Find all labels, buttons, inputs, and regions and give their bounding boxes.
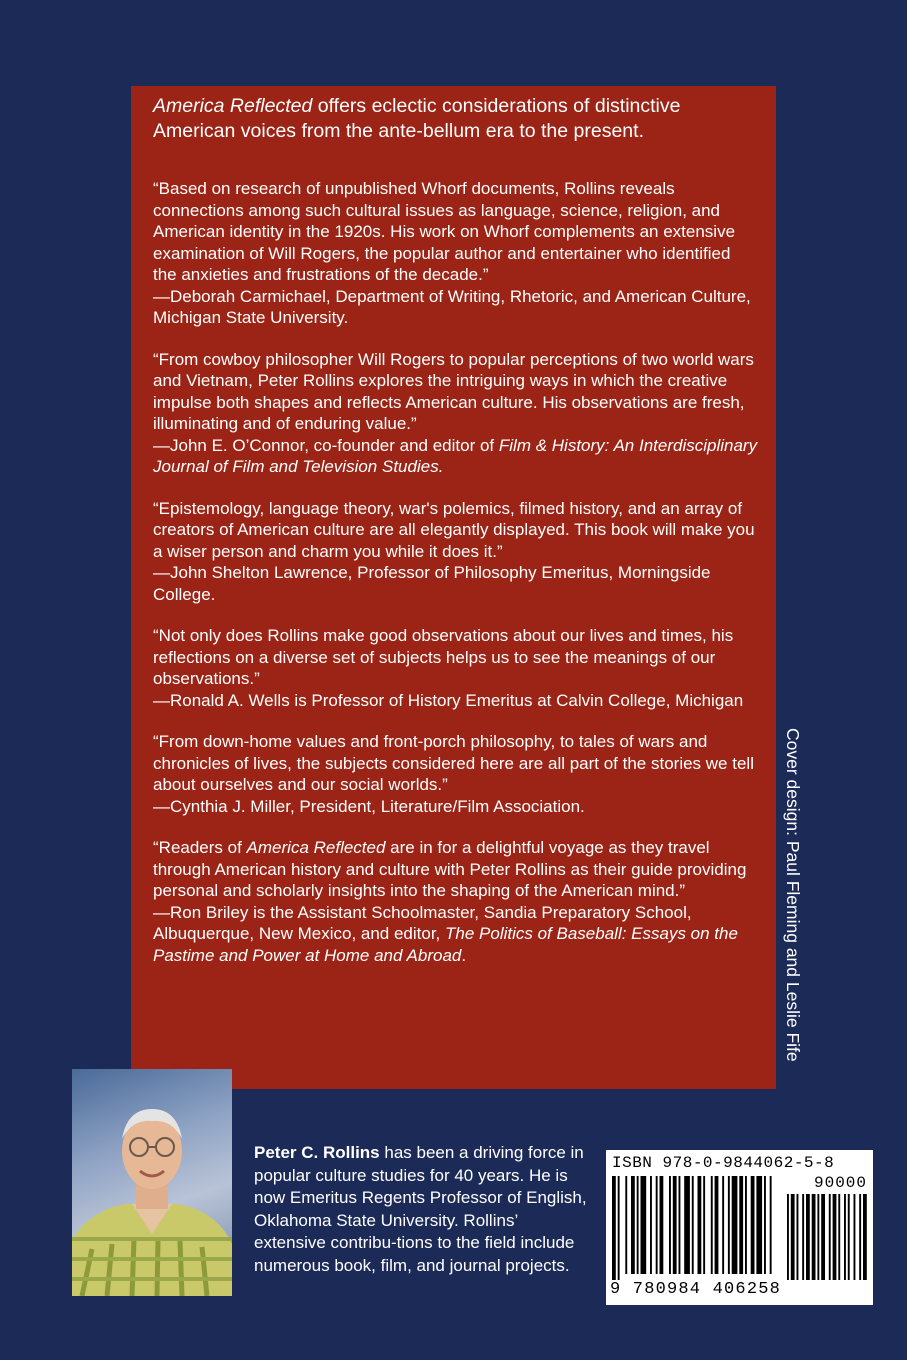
barcode-bar bbox=[625, 1176, 627, 1274]
attribution-text: —Cynthia J. Miller, President, Literature/Film Association. bbox=[153, 796, 585, 816]
cover-design-credit: Cover design: Paul Fleming and Leslie Fife bbox=[783, 728, 803, 1062]
quote-3 bbox=[153, 498, 758, 606]
attribution-text: —Ronald A. Wells is Professor of History Emeritus at Calvin College, Michigan bbox=[153, 690, 744, 710]
barcode-bar bbox=[692, 1176, 694, 1274]
attribution-text: —Deborah Carmichael, Department of Writing, Rhetoric, and American Culture, Michigan State University. bbox=[153, 286, 751, 327]
quote-body: “From down-home values and front-porch philosophy, to tales of wars and chronicles of lives, the subjects considered here are all part of the stories we tell about ourselves and our social worlds.” bbox=[153, 732, 754, 794]
intro-body: offers eclectic considerations of distinctive American voices from the ante-bellum era to the present. bbox=[153, 95, 681, 142]
barcode-digits: 9 780984 406258 bbox=[610, 1280, 782, 1299]
book-title: America Reflected bbox=[246, 838, 386, 857]
quote-body: “Based on research of unpublished Whorf documents, Rollins reveals connections among such cultural issues as language, science, religion, and American identity in the 1920s. His work on Whorf complements an extensive examination of Will Rogers, the popular author and entertainer who identified the anxieties and frustrations of the decade.” bbox=[153, 179, 736, 284]
quote-attribution bbox=[153, 435, 758, 478]
addon-bar bbox=[806, 1194, 810, 1280]
barcode-bar bbox=[728, 1176, 730, 1274]
book-title-cited: The Politics of Baseball: Essays on the Pastime and Power at Home and Abroad bbox=[153, 924, 738, 965]
addon-bar bbox=[854, 1194, 856, 1280]
quote-attribution bbox=[153, 562, 758, 605]
addon-bar bbox=[829, 1194, 831, 1280]
endorsement-panel bbox=[131, 86, 776, 1089]
isbn-number: ISBN 978-0-9844062-5-8 bbox=[612, 1154, 835, 1172]
price-code: 90000 bbox=[813, 1174, 867, 1192]
addon-bar bbox=[821, 1194, 825, 1280]
barcode-bar bbox=[756, 1176, 762, 1274]
addon-bar bbox=[848, 1194, 850, 1280]
quote-attribution bbox=[153, 690, 758, 712]
quote-6 bbox=[153, 837, 758, 966]
attribution-end: . bbox=[461, 945, 467, 965]
barcode-bar bbox=[739, 1176, 743, 1274]
addon-bar bbox=[817, 1194, 819, 1280]
barcode-bar bbox=[631, 1176, 635, 1274]
quote-5 bbox=[153, 731, 758, 817]
barcode-bar bbox=[751, 1176, 755, 1274]
author-photo bbox=[72, 1069, 232, 1296]
author-bio bbox=[254, 1142, 594, 1277]
journal-title: Film & History: An Interdisciplinary Journal of Film and Television Studies. bbox=[153, 435, 758, 476]
isbn-barcode bbox=[606, 1150, 873, 1305]
addon-bar bbox=[797, 1194, 799, 1280]
addon-bar bbox=[859, 1194, 861, 1280]
quote-attribution bbox=[153, 796, 758, 818]
addon-bar bbox=[802, 1194, 804, 1280]
quote-body-start: “Readers of bbox=[153, 838, 247, 857]
barcode-bar bbox=[711, 1176, 713, 1274]
barcode-bar bbox=[770, 1176, 772, 1274]
barcode-bar bbox=[715, 1176, 719, 1274]
attribution-text: —Ron Briley is the Assistant Schoolmaster, Sandia Preparatory School, Albuquerque, New Mexico, and editor, bbox=[153, 902, 692, 943]
quote-attribution bbox=[153, 286, 758, 329]
intro-text bbox=[153, 94, 758, 144]
attribution-text: —John E. O’Connor, co-founder and editor of bbox=[153, 435, 499, 455]
addon-bar bbox=[844, 1194, 846, 1280]
barcode-bar bbox=[698, 1176, 702, 1274]
barcode-bar bbox=[673, 1176, 677, 1274]
author-portrait-image bbox=[72, 1069, 232, 1296]
barcode-bar bbox=[641, 1176, 647, 1274]
quote-body-end: are in for a delightful voyage as they travel through American history and culture with Peter Rollins as their guide providing personal and scholarly insights into the shaping of the American mind.” bbox=[153, 838, 747, 900]
barcode-bar bbox=[660, 1176, 664, 1274]
barcode-bar bbox=[612, 1176, 616, 1280]
addon-bar bbox=[787, 1194, 789, 1280]
barcode-bar bbox=[764, 1176, 766, 1274]
quote-body: “From cowboy philosopher Will Rogers to popular perceptions of two world wars and Vietnam, Peter Rollins explores the intriguing ways in which the creative impulse both shapes and reflects American culture. His observations are fresh, illuminating and of enduring value.” bbox=[153, 349, 754, 433]
author-name: Peter C. Rollins bbox=[254, 1143, 380, 1162]
barcode-bar bbox=[732, 1176, 738, 1274]
barcode-bar bbox=[722, 1176, 724, 1274]
barcode-bar bbox=[618, 1176, 620, 1280]
bio-text: has been a driving force in popular culture studies for 40 years. He is now Emeritus Regents Professor of English, Oklahoma State University. Rollins’ extensive contribu-tions to the field include numerous book, film, and journal projects. bbox=[254, 1143, 587, 1275]
addon-bar bbox=[838, 1194, 840, 1280]
barcode-bar bbox=[656, 1176, 658, 1274]
quote-body: “Epistemology, language theory, war's polemics, filmed history, and an array of creators of American culture are all elegantly displayed. This book will make you a wiser person and charm you while it does it.” bbox=[153, 498, 755, 561]
barcode-bar bbox=[650, 1176, 652, 1274]
quote-body: “Not only does Rollins make good observations about our lives and times, his reflections on a diverse set of subjects helps us to see the meanings of our observations.” bbox=[153, 626, 734, 688]
addon-bar bbox=[863, 1194, 867, 1280]
quote-attribution bbox=[153, 902, 758, 967]
addon-bar bbox=[791, 1194, 795, 1280]
quote-body bbox=[153, 837, 758, 902]
barcode-bar bbox=[637, 1176, 639, 1274]
book-title: America Reflected bbox=[153, 95, 313, 117]
barcode-bar bbox=[745, 1176, 747, 1274]
barcode-bar bbox=[669, 1176, 671, 1274]
barcode-bar bbox=[684, 1176, 690, 1274]
attribution-text: —John Shelton Lawrence, Professor of Philosophy Emeritus, Morningside College. bbox=[153, 563, 711, 604]
barcode-bars bbox=[612, 1176, 867, 1280]
quote-2 bbox=[153, 349, 758, 478]
quote-4 bbox=[153, 625, 758, 711]
barcode-bar bbox=[703, 1176, 705, 1274]
addon-bar bbox=[833, 1194, 837, 1280]
quote-1 bbox=[153, 178, 758, 329]
addon-bar bbox=[812, 1194, 816, 1280]
barcode-bar bbox=[679, 1176, 681, 1274]
